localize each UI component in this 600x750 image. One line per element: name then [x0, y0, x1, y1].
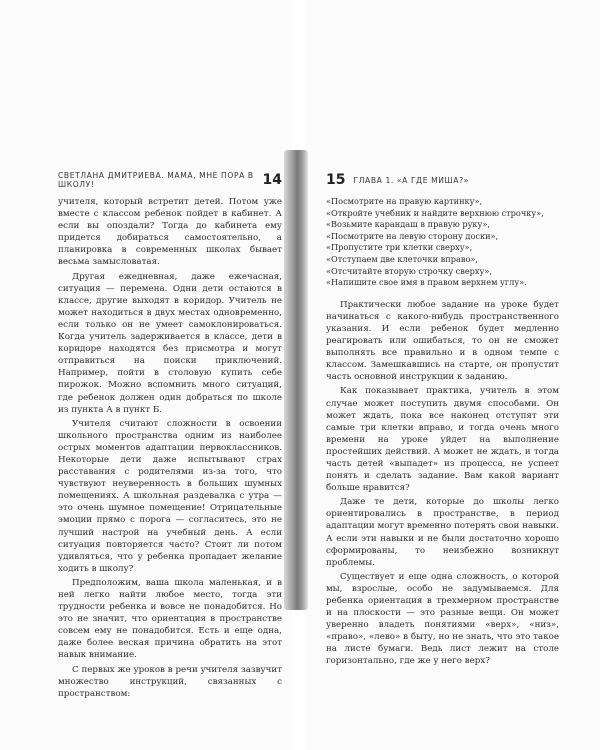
instruction-item: «Посмотрите на правую картинку»,: [326, 196, 483, 206]
instruction-item: «Пропустите три клетки сверху»,: [326, 242, 473, 253]
paragraph: Другая ежедневная, даже ежечасная, ситуация — перемена. Одни дети остаются в классе, другие выходят в коридор. Учитель не может находиться в двух местах одновременно, если только он не умеет самоклонироваться. Когда учитель задерживается в классе, дети в коридоре находятся без присмотра и могут отправиться на поиски приключений. Например, пойти в столовую купить себе пирожок. Можно вспомнить много ситуаций, где ребенок должен один добраться по школе из пункта А в пункт Б.: [58, 271, 282, 415]
paragraph: Предположим, ваша школа маленькая, и в ней легко найти любое место, тогда эти трудности ребенка и вовсе не понадобится. Но это не значит, что ориентация в пространстве совсем ему не понадобится. Есть и еще одна, даже более веская причина обратить на этот навык внимание.: [58, 577, 282, 661]
instruction-item: «Отступаем две клеточки вправо»,: [326, 253, 478, 264]
paragraph: Существует и еще одна сложность, о которой мы, взрослые, особо не задумываемся. Для ребенка ориентация в трехмерном пространстве и на плоскости — это разные вещи. Он может уверенно владеть понятиями «верх», «низ», «право», «лево» в быту, но не знать, что это такое на листе бумаги. Ведь лист лежит на столе горизонтально, где же у него верх?: [326, 571, 559, 667]
left-body-text: [58, 196, 282, 702]
instruction-item: «Посмотрите на левую сторону доски»,: [326, 230, 499, 241]
paragraph: С первых же уроков в речи учителя зазвучит множество инструкций, связанных с пространством:: [58, 664, 282, 699]
instruction-item: «Напишите свое имя в правом верхнем углу».: [326, 277, 527, 288]
instruction-item: «Возьмите карандаш в правую руку»,: [326, 219, 490, 230]
right-header-text: ГЛАВА 1. «А ГДЕ МИША?»: [353, 175, 469, 185]
paragraph: Практически любое задание на уроке будет начинаться с какого-нибудь пространственного указания. И если ребенок будет медленно реагировать или ошибаться, то он не сможет выполнять все правильно и в одном темпе с классом. Замешкавшись на старте, он пропустит часть основной инструкции к заданию.: [326, 299, 559, 383]
left-page-number: 14: [262, 172, 282, 188]
right-body-text: [326, 196, 559, 670]
instruction-item: «Отсчитайте вторую строчку сверху»,: [326, 265, 492, 276]
paragraph: Учителя считают сложности в освоении школьного пространства одним из наиболее острых моментов адаптации первоклассников. Некоторые дети даже испытывают страх расставания с родителями из-за того, что чувствуют неуверенность в больших шумных помещениях. А школьная раздевалка с утра — это очень шумное помещение! Отрицательные эмоции прямо с порога — согласитесь, это не лучший настрой на учебный день. А если ситуация повторяется часто? Стоит ли потом удивляться, что у ребенка пропадает желание ходить в школу?: [58, 418, 282, 574]
paragraph: Как показывает практика, учитель в этом случае может поступить двумя способами. Он может ждать, пока все наконец отступят эти самые три клетки вправо, и тогда очень много времени на уроке уйдет на выполнение простейших действий. А может не ждать, и тогда часть детей «выпадет» из процесса, не успеет понять и сделать задание. Вам какой вариант больше нравится?: [326, 386, 559, 494]
left-running-header: [58, 172, 282, 188]
paragraph: учителя, который встретит детей. Потом уже вместе с классом ребенок пойдет в кабинет. А если вы опоздали? Тогда до кабинета ему придется добираться самостоятельно, а планировка в современных школах бывает весьма замысловатая.: [58, 197, 282, 268]
left-header-text: СВЕТЛАНА ДМИТРИЕВА. МАМА, МНЕ ПОРА В ШКОЛУ!: [58, 171, 254, 189]
instruction-item: «Откройте учебник и найдите верхнюю строчку»,: [326, 207, 544, 218]
paragraph: Даже те дети, которые до школы легко ориентировались в пространстве, в период адаптации могут временно потерять свои навыки. А если эти навыки и не были достаточно хорошо сформированы, то неизбежно возникнут проблемы.: [326, 497, 559, 568]
right-page-number: 15: [326, 172, 346, 188]
instruction-list: [326, 196, 559, 289]
book-gutter: [284, 150, 308, 610]
right-running-header: [326, 172, 566, 188]
